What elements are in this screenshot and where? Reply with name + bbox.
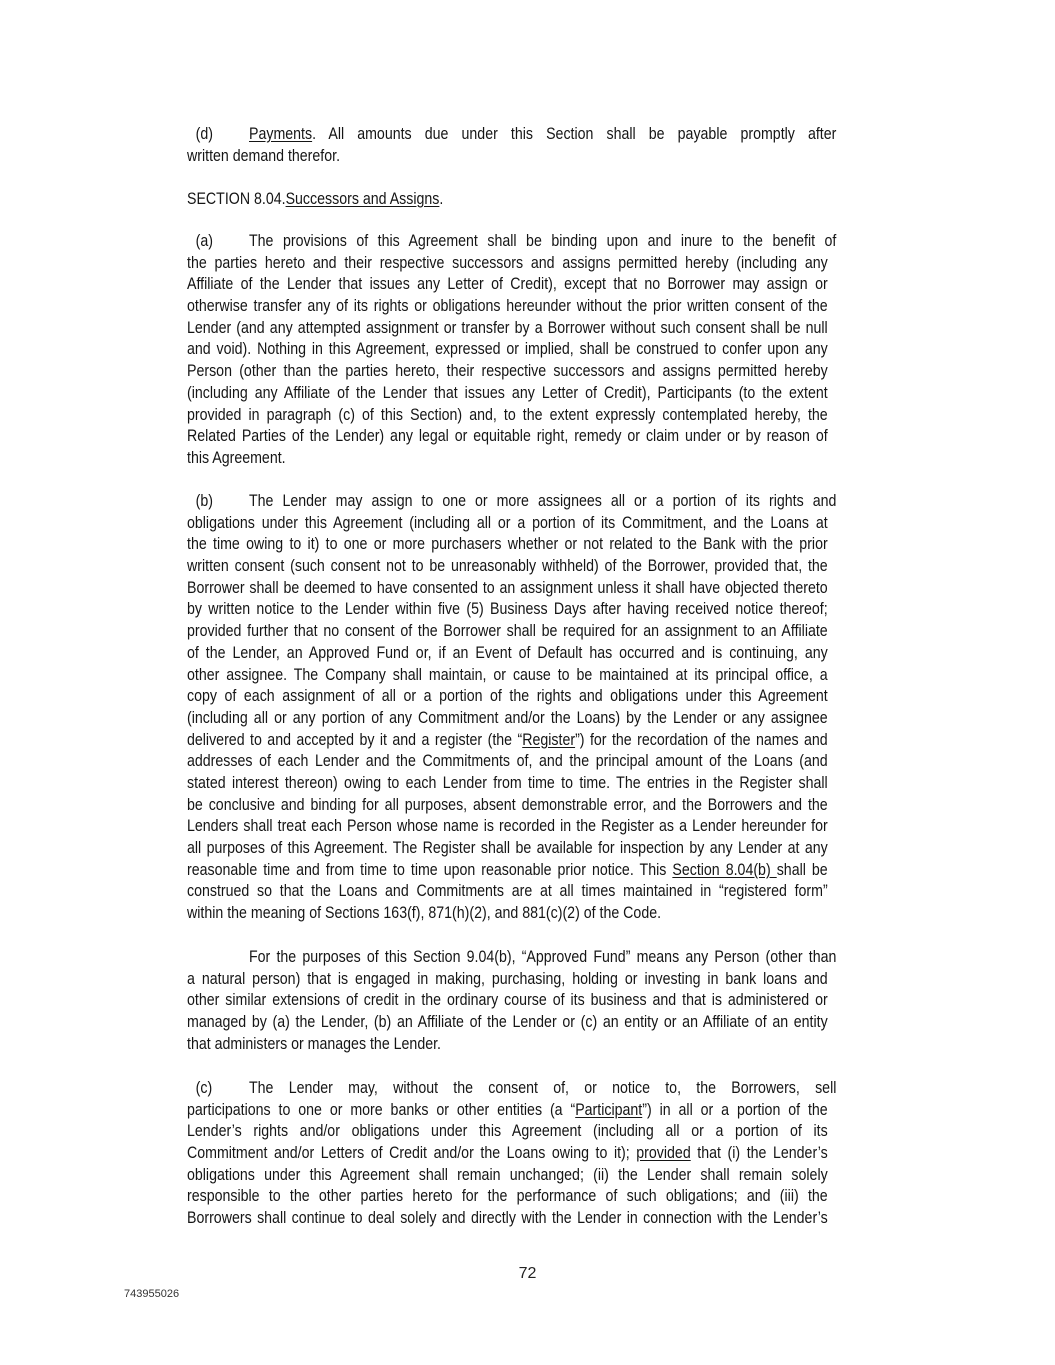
paragraph-line [187,274,932,296]
defined-term-register: Register [522,730,576,749]
paragraph-line [187,578,932,600]
paragraph-text: that administers or manages the Lender. [187,1034,441,1053]
paragraph-b [187,491,932,925]
paragraph-text: obligations under this Agreement shall remain unchanged; (ii) the Lender shall remain solely [187,1165,828,1184]
paragraph-a [187,231,932,470]
paragraph-text: managed by (a) the Lender, (b) an Affiliate of the Lender or (c) an entity or an Affiliate of an entity [187,1013,828,1032]
paragraph-text: this Agreement. [187,448,286,467]
paragraph-d [187,124,932,167]
paragraph-line [187,1186,932,1208]
paragraph-line [187,1165,932,1187]
paragraph-text: . All amounts due under this Section shall be payable promptly after [312,125,837,143]
paragraph-line [187,643,932,665]
paragraph-label: (a) [195,232,214,250]
paragraph-text: Borrower shall be deemed to have consented to an assignment unless it shall have objected thereto [187,578,828,597]
proviso-term: provided [636,1144,691,1163]
paragraph-line [187,1121,932,1143]
document-id: 743955026 [124,1288,180,1300]
paragraph-text: copy of each assignment of all or a portion of the rights and obligations under this Agreement [187,687,828,706]
paragraph-text: For the purposes of this Section 9.04(b), “Approved Fund” means any Person (other than [249,948,837,966]
paragraph-text: (including any Affiliate of the Lender that issues any Letter of Credit), Participants (to the extent [187,383,828,402]
paragraph-text: other assignee. The Company shall maintain, or cause to be maintained at its principal office, a [187,665,828,684]
paragraph-line [187,448,932,470]
paragraph-line [187,860,932,882]
paragraph-line [187,751,932,773]
paragraph-text: addresses of each Lender and the Commitments of, and the principal amount of the Loans (and [187,752,828,771]
paragraph-line [187,124,932,146]
paragraph-text: Related Parties of the Lender) any legal or equitable right, remedy or claim under or by reason of [187,427,828,446]
paragraph-text: Lender (and any attempted assignment or transfer by a Borrower without such consent shall be null [187,318,828,337]
paragraph-text: obligations under this Agreement (including all or a portion of its Commitment, and the Loans at [187,513,828,532]
section-heading-line [187,189,932,211]
paragraph-text: by written notice to the Lender within five (5) Business Days after having received notice thereof; [187,600,828,619]
paragraph-line [187,903,932,925]
paragraph-label: (b) [195,492,214,510]
paragraph-text: other similar extensions of credit in the ordinary course of its business and that is administered or [187,991,828,1010]
defined-term-participant: Participant [575,1100,643,1119]
paragraph-approved-fund [187,947,932,1055]
paragraph-text: the parties hereto and their respective successors and assigns permitted hereby (including any [187,253,828,272]
paragraph-text: the time owing to it) to one or more purchasers whether or not related to the Bank with the prior [187,535,828,554]
paragraph-line [187,1012,932,1034]
paragraph-heading: Payments [249,125,313,143]
paragraph-line [187,838,932,860]
paragraph-text: and void). Nothing in this Agreement, expressed or implied, shall be construed to confer upon any [187,340,828,359]
paragraph-text: ”) in all or a portion of the [642,1100,828,1119]
paragraph-text: Affiliate of the Lender that issues any Letter of Credit), except that no Borrower may assign or [187,275,828,294]
paragraph-text: within the meaning of Sections 163(f), 871(h)(2), and 881(c)(2) of the Code. [187,904,662,923]
paragraph-line [187,773,932,795]
paragraph-text: Commitment and/or Letters of Credit and/or the Loans owing to it); [187,1144,637,1163]
paragraph-line [187,426,932,448]
section-number: SECTION 8.04. [187,190,286,208]
paragraph-line [187,253,932,275]
paragraph-line [187,318,932,340]
paragraph-line [187,881,932,903]
paragraph-text: ”) for the recordation of the names and [575,730,828,749]
paragraph-text: of the Lender, an Approved Fund or, if an Event of Default has occurred and is continuing, any [187,643,828,662]
section-reference: Section 8.04(b) [672,860,777,879]
paragraph-line [187,361,932,383]
paragraph-line [187,990,932,1012]
paragraph-text: be conclusive and binding for all purposes, absent demonstrable error, and the Borrowers and the [187,795,828,814]
paragraph-line [187,599,932,621]
paragraph-text: construed so that the Loans and Commitments are at all times maintained in “registered form” [187,882,828,901]
paragraph-line [187,1143,932,1165]
paragraph-label: (c) [195,1079,213,1097]
paragraph-text: The Lender may assign to one or more assignees all or a portion of its rights and [249,492,837,510]
paragraph-text: written consent (such consent not to be unreasonably withheld) of the Borrower, provided that, the [187,557,828,576]
paragraph-text: reasonable time and from time to time upon reasonable prior notice. This [187,860,673,879]
paragraph-text: otherwise transfer any of its rights or obligations hereunder without the prior written consent of the [187,297,828,316]
paragraph-text: written demand therefor. [187,146,341,165]
paragraph-line [187,816,932,838]
paragraph-text: stated interest thereon) owing to each Lender from time to time. The entries in the Register shall [187,773,828,792]
paragraph-text: participations to one or more banks or other entities (a “ [187,1100,576,1119]
paragraph-text: a natural person) that is engaged in making, purchasing, holding or investing in bank loans and [187,969,828,988]
paragraph-line [187,1208,932,1230]
paragraph-label: (d) [195,125,214,143]
paragraph-text: that (i) the Lender’s [690,1144,828,1163]
paragraph-line [187,708,932,730]
paragraph-text: The provisions of this Agreement shall be binding upon and inure to the benefit of [249,232,837,250]
paragraph-text: Lenders shall treat each Person whose name is recorded in the Register as a Lender hereunder for [187,817,828,836]
paragraph-text: delivered to and accepted by it and a register (the “ [187,730,523,749]
paragraph-line [187,146,932,168]
paragraph-text: The Lender may, without the consent of, or notice to, the Borrowers, sell [249,1079,837,1097]
paragraph-text: shall be [776,860,828,879]
paragraph-line [187,534,932,556]
paragraph-line [187,1100,932,1122]
page-number: 72 [518,1265,537,1282]
paragraph-line [187,730,932,752]
section-title-punct: . [439,190,444,208]
section-heading [187,189,932,211]
paragraph-line [187,621,932,643]
paragraph-line [187,665,932,687]
paragraph-text: responsible to the other parties hereto for the performance of such obligations; and (iii) the [187,1187,828,1206]
paragraph-line [187,405,932,427]
paragraph-line [187,1034,932,1056]
paragraph-line [187,383,932,405]
paragraph-line [187,556,932,578]
paragraph-line [187,513,932,535]
paragraph-text: provided further that no consent of the Borrower shall be required for an assignment to an Affiliate [187,622,828,641]
section-title: Successors and Assigns [285,190,440,208]
paragraph-text: Borrowers shall continue to deal solely and directly with the Lender in connection with the Lender’s [187,1209,828,1228]
paragraph-line [187,969,932,991]
paragraph-line [187,1078,932,1100]
paragraph-line [187,947,932,969]
paragraph-line [187,795,932,817]
paragraph-line [187,231,932,253]
paragraph-text: provided in paragraph (c) of this Section) and, to the extent expressly contemplated hereby, the [187,405,828,424]
paragraph-text: all purposes of this Agreement. The Register shall be available for inspection by any Lender at any [187,839,828,857]
paragraph-text: Person (other than the parties hereto, their respective successors and assigns permitted hereby [187,362,828,381]
paragraph-text: Lender’s rights and/or obligations under this Agreement (including all or a portion of its [187,1122,828,1141]
paragraph-line [187,686,932,708]
paragraph-c [187,1078,932,1230]
paragraph-line [187,339,932,361]
paragraph-line [187,491,932,513]
paragraph-line [187,296,932,318]
paragraph-text: (including all or any portion of any Commitment and/or the Loans) by the Lender or any assignee [187,708,828,727]
